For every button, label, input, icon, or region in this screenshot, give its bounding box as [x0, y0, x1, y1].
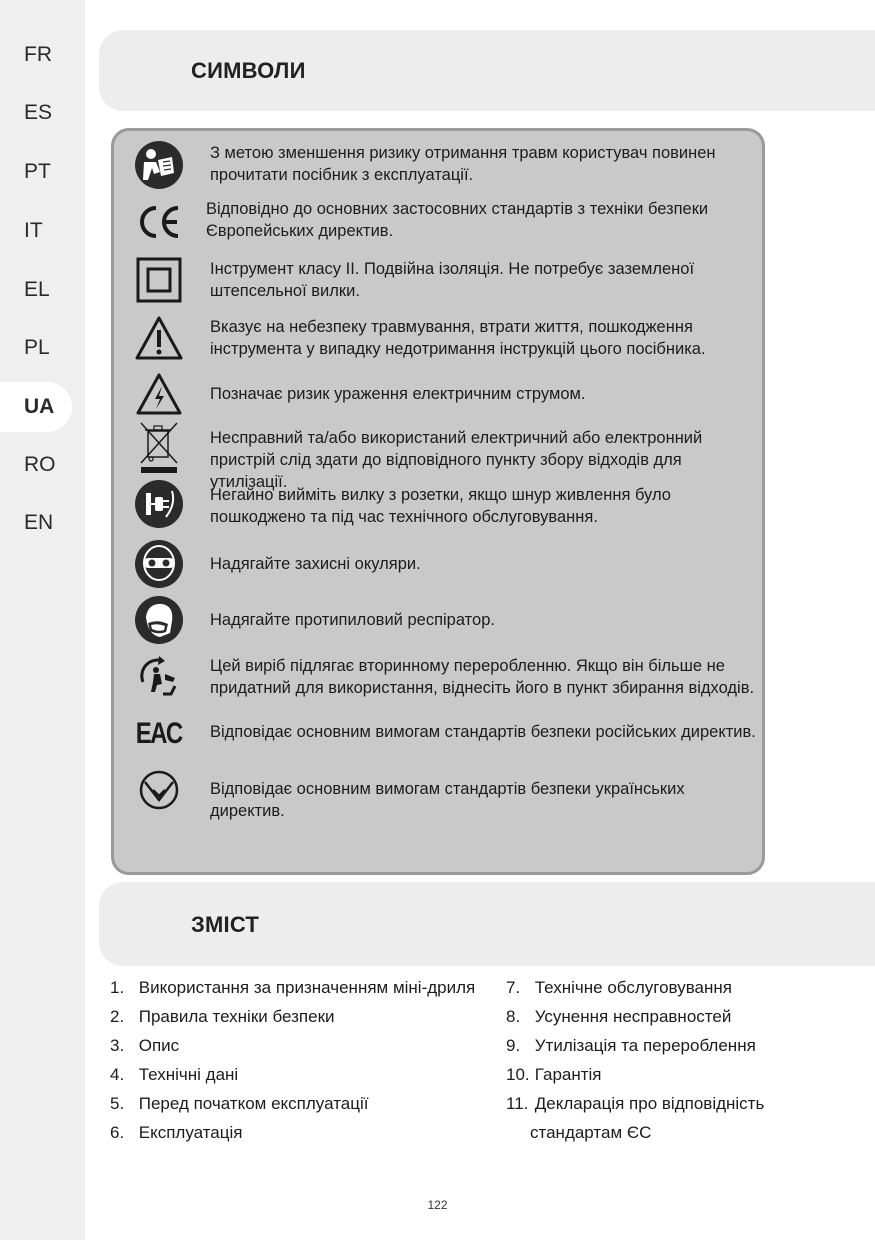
contents-header-band	[99, 882, 875, 966]
contents-item[interactable]	[506, 1036, 756, 1056]
symbols-title: СИМВОЛИ	[191, 58, 306, 83]
contents-item-number: 5.	[110, 1094, 125, 1113]
weee-bin-icon	[134, 421, 184, 475]
contents-item[interactable]	[506, 1094, 764, 1114]
symbols-header-band	[99, 30, 875, 111]
symbol-text: Вказує на небезпеку травмування, втрати життя, пошкодження інструмента у випадку недотримання інструкцій цього посібника.	[210, 318, 706, 358]
lang-tab-it[interactable]: IT	[24, 219, 43, 242]
lang-tab-pl[interactable]: PL	[24, 336, 50, 359]
contents-item-label: Технічне обслуговування	[534, 978, 732, 997]
contents-item-number: 6.	[110, 1123, 125, 1142]
contents-item-label: Утилізація та перероблення	[534, 1036, 756, 1055]
contents-item-label: Технічні дані	[138, 1065, 239, 1084]
class-ii-icon	[134, 255, 184, 305]
contents-item[interactable]	[110, 1094, 368, 1114]
recycle-icon	[134, 651, 184, 701]
language-sidebar	[0, 0, 85, 1240]
lang-tab-pt[interactable]: PT	[24, 160, 51, 183]
contents-item[interactable]	[110, 1036, 179, 1056]
lang-tab-el[interactable]: EL	[24, 278, 50, 301]
contents-item-label: Гарантія	[534, 1065, 602, 1084]
contents-item-continuation	[530, 1123, 651, 1143]
symbol-text: Несправний та/або використаний електричний або електронний пристрій слід здати до відповідного пункту збору відходів для утилізації.	[210, 429, 703, 491]
contents-item-number: 7.	[506, 978, 521, 997]
contents-title: ЗМІСТ	[191, 912, 259, 937]
ukr-conformity-icon	[134, 765, 184, 815]
contents-item-number: 8.	[506, 1007, 521, 1026]
lang-tab-fr[interactable]: FR	[24, 43, 52, 66]
read-manual-icon	[134, 140, 184, 190]
contents-item[interactable]	[110, 1007, 335, 1027]
warning-triangle-icon	[134, 313, 184, 363]
symbol-text: Цей виріб підлягає вторинному переробленню. Якщо він більше не придатний для використання, віднесіть його в пункт збирання відходів.	[210, 657, 755, 697]
contents-item-number: 2.	[110, 1007, 125, 1026]
lang-tab-ua[interactable]: UA	[0, 382, 72, 432]
symbol-text: Відповідно до основних застосовних стандартів з техніки безпеки Європейських директив.	[206, 200, 709, 240]
ce-mark-icon	[134, 197, 184, 247]
contents-item[interactable]	[506, 978, 732, 998]
contents-item[interactable]	[110, 1123, 243, 1143]
symbol-text: Позначає ризик ураження електричним струмом.	[210, 385, 586, 403]
contents-item[interactable]	[110, 1065, 238, 1085]
safety-goggles-icon	[134, 539, 184, 589]
contents-item-number: 1.	[110, 978, 125, 997]
symbol-text: Надягайте протипиловий респіратор.	[210, 611, 495, 629]
contents-item-label: Опис	[138, 1036, 180, 1055]
contents-item-number: 11.	[506, 1094, 529, 1113]
contents-item[interactable]	[506, 1065, 602, 1085]
eac-mark-icon	[134, 709, 184, 759]
respirator-icon	[134, 595, 184, 645]
contents-item-number: 10.	[506, 1065, 530, 1084]
contents-item-label: Використання за призначенням міні-дриля	[138, 978, 476, 997]
symbol-text: Відповідає основним вимогам стандартів безпеки російських директив.	[210, 723, 756, 741]
eac-mark-label: EAC	[136, 717, 182, 750]
contents-item-number: 4.	[110, 1065, 125, 1084]
page-number: 122	[427, 1198, 448, 1212]
contents-item-label: Експлуатація	[138, 1123, 243, 1142]
symbol-text: Інструмент класу ІІ. Подвійна ізоляція. Не потребує заземленої штепсельної вилки.	[210, 260, 695, 300]
contents-item-number: 3.	[110, 1036, 125, 1055]
contents-item-label: Декларація про відповідність	[534, 1094, 765, 1113]
unplug-icon	[134, 479, 184, 529]
symbol-text: Відповідає основним вимогам стандартів безпеки українських директив.	[210, 780, 685, 820]
contents-item-label: Усунення несправностей	[534, 1007, 732, 1026]
lang-tab-es[interactable]: ES	[24, 101, 53, 124]
symbol-text: Негайно вийміть вилку з розетки, якщо шнур живлення було пошкоджено та під час технічного обслуговування.	[210, 486, 671, 526]
contents-item-label: стандартам ЄС	[530, 1123, 652, 1142]
symbol-text: Надягайте захисні окуляри.	[210, 555, 421, 573]
electric-shock-icon	[134, 369, 184, 419]
symbols-panel	[111, 128, 765, 875]
contents-item-label: Перед початком експлуатації	[138, 1094, 369, 1113]
contents-item-label: Правила техніки безпеки	[138, 1007, 335, 1026]
lang-tab-ro[interactable]: RO	[24, 453, 56, 476]
contents-item[interactable]	[506, 1007, 731, 1027]
contents-item-number: 9.	[506, 1036, 521, 1055]
lang-tab-en[interactable]: EN	[24, 511, 54, 534]
contents-item[interactable]	[110, 978, 475, 998]
symbol-text: З метою зменшення ризику отримання травм користувач повинен прочитати посібник з експлуатації.	[210, 144, 716, 184]
